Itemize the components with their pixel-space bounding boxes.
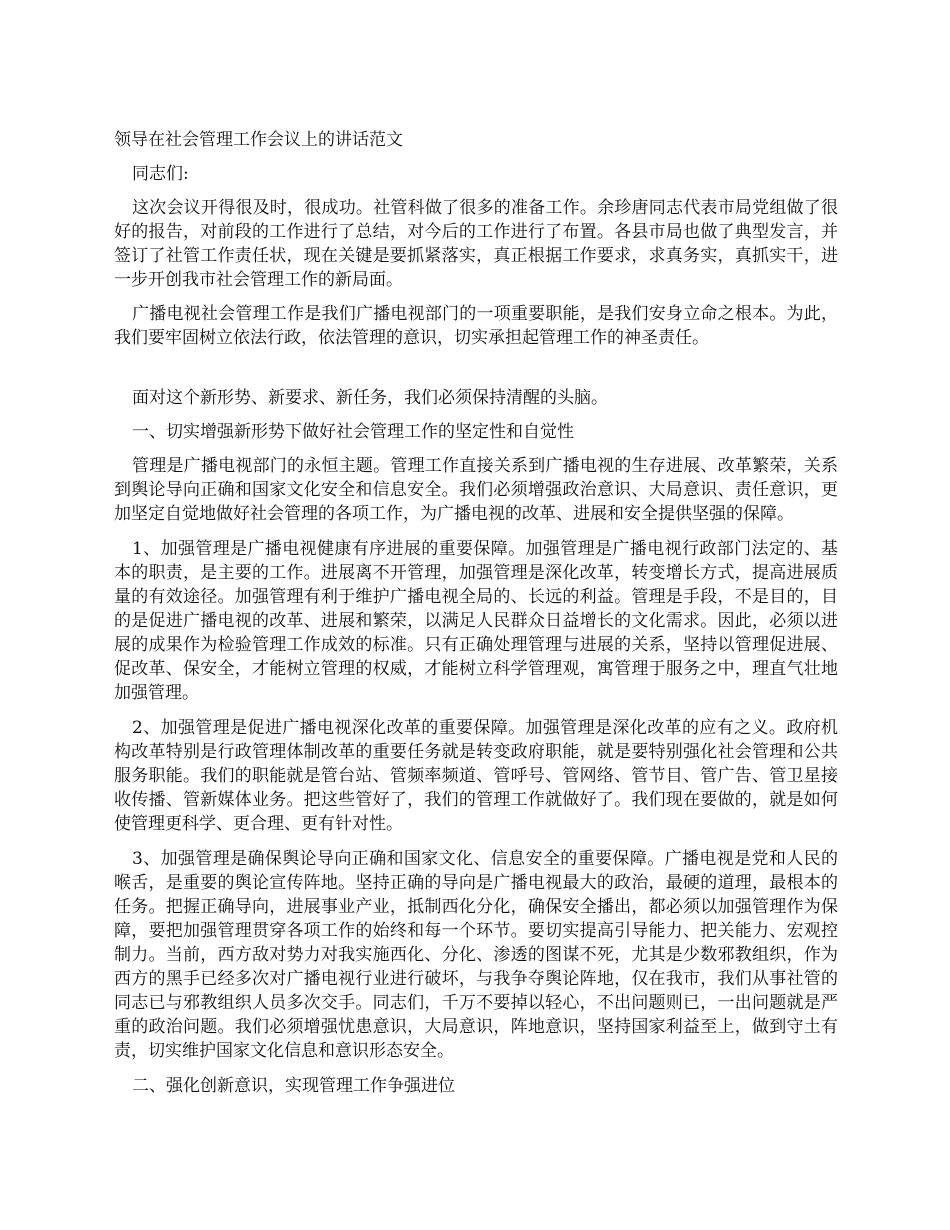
- document-title: 领导在社会管理工作会议上的讲话范文: [114, 130, 403, 150]
- salutation: 同志们:: [132, 164, 189, 184]
- section-heading-2: 二、强化创新意识，实现管理工作争强进位: [132, 1076, 455, 1096]
- paragraph-management-theme: 管理是广播电视部门的永恒主题。管理工作直接关系到广播电视的生存进展、改革繁荣，关系到舆论导向正确和国家文化安全和信息安全。我们必须增强政治意识、大局意识、责任意识，更加坚定自觉地做好社会管理的各项工作，为广播电视的改革、进展和安全提供坚强的保障。: [114, 456, 838, 524]
- document-page: [114, 118, 838, 1098]
- paragraph-point-1: 1、加强管理是广播电视健康有序进展的重要保障。加强管理是广播电视行政部门法定的、基本的职责，是主要的工作。进展离不开管理，加强管理是深化改革，转变增长方式，提高进展质量的有效途径。加强管理有利于维护广播电视全局的、长远的利益。管理是手段，不是目的，目的是促进广播电视的改革、进展和繁荣，以满足人民群众日益增长的文化需求。因此，必须以进展的成果作为检验管理工作成效的标准。只有正确处理管理与进展的关系，坚持以管理促进展、促改革、保安全，才能树立管理的权威，才能树立科学管理观，寓管理于服务之中，理直气壮地加强管理。: [114, 539, 838, 703]
- paragraph-point-2: 2、加强管理是促进广播电视深化改革的重要保障。加强管理是深化改革的应有之义。政府机构改革特别是行政管理体制改革的重要任务就是转变政府职能，就是要特别强化社会管理和公共服务职能。我们的职能就是管台站、管频率频道、管呼号、管网络、管节目、管广告、管卫星接收传播、管新媒体业务。把这些管好了，我们的管理工作就做好了。我们现在要做的，就是如何使管理更科学、更合理、更有针对性。: [114, 718, 838, 834]
- paragraph-point-3: 3、加强管理是确保舆论导向正确和国家文化、信息安全的重要保障。广播电视是党和人民的喉舌，是重要的舆论宣传阵地。坚持正确的导向是广播电视最大的政治，最硬的道理，最根本的任务。把握正确导向，进展事业产业，抵制西化分化，确保安全播出，都必须以加强管理作为保障，要把加强管理贯穿各项工作的始终和每一个环节。要切实提高引导能力、把关能力、宏观控制力。当前，西方敌对势力对我实施西化、分化、渗透的图谋不死，尤其是少数邪教组织，作为西方的黑手已经多次对广播电视行业进行破坏，与我争夺舆论阵地，仅在我市，我们从事社管的同志已与邪教组织人员多次交手。同志们，千万不要掉以轻心，不出问题则已，一出问题就是严重的政治问题。我们必须增强忧患意识，大局意识，阵地意识，坚持国家利益至上，做到守土有责，切实维护国家文化信息和意识形态安全。: [114, 849, 838, 1061]
- paragraph-opening: 这次会议开得很及时，很成功。社管科做了很多的准备工作。余珍唐同志代表市局党组做了很好的报告，对前段的工作进行了总结，对今后的工作进行了布置。各县市局也做了典型发言，并签订了社管工作责任状，现在关键是要抓紧落实，真正根据工作要求，求真务实，真抓实干，进一步开创我市社会管理工作的新局面。: [114, 198, 838, 290]
- section-heading-1: 一、切实增强新形势下做好社会管理工作的坚定性和自觉性: [132, 422, 574, 442]
- paragraph-duty: 广播电视社会管理工作是我们广播电视部门的一项重要职能，是我们安身立命之根本。为此，我们要牢固树立依法行政，依法管理的意识，切实承担起管理工作的神圣责任。: [114, 304, 838, 348]
- paragraph-new-situation: 面对这个新形势、新要求、新任务，我们必须保持清醒的头脑。: [132, 388, 608, 408]
